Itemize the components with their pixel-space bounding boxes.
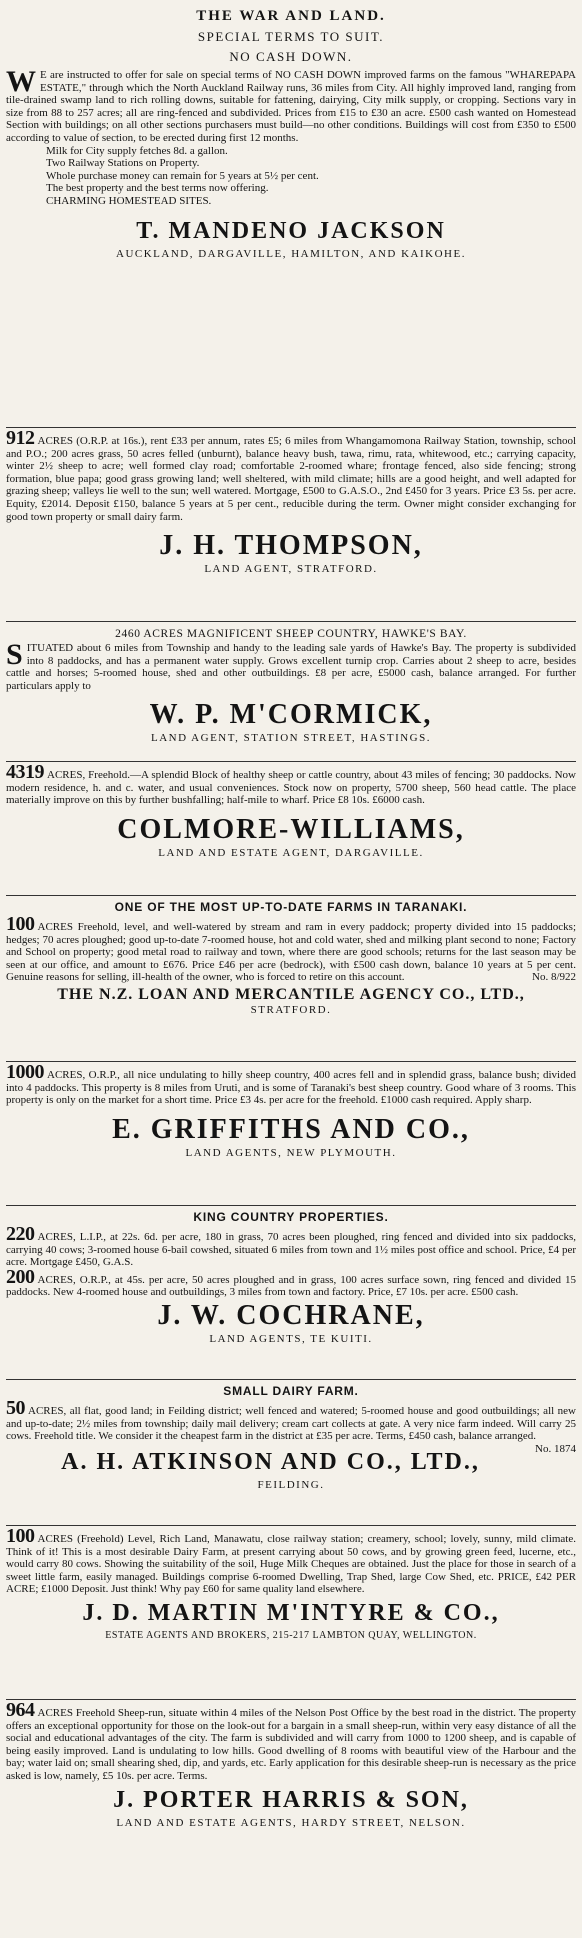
agent-location: LAND AND ESTATE AGENT, DARGAVILLE.	[158, 846, 424, 859]
agent-name: J. PORTER HARRIS & SON,	[113, 1786, 469, 1813]
ad-title: KING COUNTRY PROPERTIES.	[193, 1210, 389, 1224]
ad-body	[6, 761, 576, 807]
ad-small-dairy-farm	[6, 1380, 576, 1526]
ad-taranaki-farm	[6, 896, 576, 1062]
ad-title: SMALL DAIRY FARM.	[223, 1384, 359, 1398]
reference-number: No. 1874	[535, 1442, 576, 1455]
ad-1000-acres	[6, 1062, 576, 1206]
ad-king-country	[6, 1206, 576, 1380]
acreage-number: 912	[6, 427, 35, 449]
ad-subheader: SPECIAL TERMS TO SUIT.	[197, 29, 385, 44]
ad-nelson-sheep-run	[6, 1700, 576, 1879]
ad-body	[6, 1397, 576, 1455]
ad-body	[6, 638, 576, 692]
ad-body	[6, 913, 576, 984]
agent-location: AUCKLAND, DARGAVILLE, HAMILTON, AND KAIKOHE.	[116, 247, 466, 260]
ad-body	[6, 1525, 576, 1596]
ad-body-text: ACRES, O.R.P., at 45s. per acre, 50 acres ploughed and in grass, 100 acres surface sown, ring fenced and divided 15 paddocks. New 4-roomed house and outbuildings, 3 miles from town and factory. Price, £7 10s. per acre. £500 cash.	[6, 1273, 576, 1299]
ad-body-text: ACRES Freehold, level, and well-watered by stream and ram in every paddock; property divided into 15 paddocks; hedges; 70 acres ploughed; good up-to-date 7-roomed house, hot and cold water, shed and milking plant second to none; Factory and School on property; good metal road to railway and town, where there are good schools; returns for the last season may be seen at our office, and amount to £676. Price £46 per acre (bedrock), with £500 cash down, balance 10 years at 5 per cent. Genuine reasons for selling, ill-health of the owner, who is forced to retire on this account.	[6, 921, 576, 984]
agent-location: ESTATE AGENTS AND BROKERS, 215-217 LAMBTON QUAY, WELLINGTON.	[105, 1629, 477, 1641]
acreage-number: 200	[6, 1265, 35, 1288]
ad-header: THE WAR AND LAND.	[196, 8, 386, 24]
ad-title: 2460 ACRES MAGNIFICENT SHEEP COUNTRY, HAWKE'S BAY.	[115, 628, 467, 640]
ad-body-text: ACRES, Freehold.—A splendid Block of healthy sheep or cattle country, about 43 miles of fencing; 30 paddocks. Now modern residence, h. and c. water, and usual conveniences. Stock now on property, 5700 sheep, 560 head cattle. The place materially improve on this by further bushfalling; half-mile to wharf. Price £8 10s. £6000 cash.	[6, 769, 576, 807]
ad-body	[6, 1061, 576, 1107]
ad-line: Two Railway Stations on Property.	[46, 157, 200, 170]
ad-hawkes-bay	[6, 622, 576, 762]
ad-body	[6, 1223, 576, 1269]
agent-name: THE N.Z. LOAN AND MERCANTILE AGENCY CO., LTD.,	[57, 985, 525, 1003]
acreage-number: 100	[6, 1525, 35, 1547]
agent-location: LAND AGENTS, TE KUITI.	[209, 1332, 373, 1345]
ad-body	[6, 65, 576, 145]
agent-name: J. H. THOMPSON,	[159, 530, 423, 562]
ad-912-acres	[6, 428, 576, 622]
drop-cap: W	[6, 65, 36, 98]
agent-name: W. P. M'CORMICK,	[149, 699, 433, 731]
ad-body	[6, 1699, 576, 1783]
ad-line: CHARMING HOMESTEAD SITES.	[46, 194, 212, 207]
reference-number: No. 8/922	[532, 971, 576, 984]
ad-line: Whole purchase money can remain for 5 years at 5½ per cent.	[46, 169, 319, 182]
ad-body-text: ACRES, O.R.P., all nice undulating to hilly sheep country, 400 acres fell and in splendid grass, balance bush; divided into 4 paddocks. This property is 8 miles from Uruti, and is some of Taranaki's best sheep country. Good whare of 3 rooms. This property is only on the market for a short time. Price £3 4s. per acre for the freehold. £1000 cash required. Apply sharp.	[6, 1069, 576, 1107]
ad-body-text: ACRES (O.R.P. at 16s.), rent £33 per annum, rates £5; 6 miles from Whangamomona Railway Station, township, school and P.O.; 200 acres grass, 50 acres felled (unburnt), balance heavy bush, tawa, rimu, rata, whitewood, etc.; carrying capacity, winter 2½ sheep to acre; well formed clay road; comfortable 2-roomed whare; frontage fenced, also side fencing; strong formation, blue papa; good grass growing land; well sheltered, with mild climate; hills are a good height, and well adapted for grazing sheep; valleys lie well to the sun; well watered. Mortgage, £500 to G.A.S.O., 2nd £450 for 3 years. Price £3 5s. per acre. Equity, £2014. Deposit £150, balance 5 years at 5 per cent., reducible during the term. Owner might consider exchanging for good town property or small dairy farm.	[6, 435, 576, 523]
ad-body	[6, 427, 576, 523]
acreage-number: 1000	[6, 1061, 44, 1083]
ad-wharepapa-estate	[6, 2, 576, 428]
ad-title: ONE OF THE MOST UP-TO-DATE FARMS IN TARANAKI.	[114, 900, 468, 914]
agent-location: FEILDING.	[257, 1478, 325, 1491]
agent-name: J. D. MARTIN M'INTYRE & CO.,	[82, 1599, 500, 1626]
ad-body-text: ACRES Freehold Sheep-run, situate within 4 miles of the Nelson Post Office by the best road in the district. The property offers an exceptional opportunity for those on the look-out for a bargain in a small sheep-run, within very easy distance of all the social and educational advantages of the city. The farm is subdivided and will carry from 1000 to 1200 sheep, and is capable of being easily improved. Land is undulating to low hills. Good dwelling of 8 rooms with beautiful view of the Harbour and the bay; water laid on; small shearing shed, dip, and yards, etc. Early application for this desirable sheep-run is necessary as the price asked is low, namely, £5 10s. per acre. Terms.	[6, 1707, 576, 1782]
ad-body-text: ACRES (Freehold) Level, Rich Land, Manawatu, close railway station; creamery, school; lovely, sunny, mild climate. Think of it! This is a most desirable Dairy Farm, at present carrying about 50 cows, and by growing green feed, lucerne, etc., would carry 80 cows. Showing the suitability of the soil, Huge Milk Cheques are obtained. Just the place for those in search of a sweet little farm, easily managed. Buildings comprise 6-roomed Dwelling, Trap Shed, large Cow Shed, etc. PRICE, £42 PER ACRE; £1000 Deposit. Just think! Why pay £60 for same quality land elsewhere.	[6, 1533, 576, 1596]
ad-body-text: ACRES, all flat, good land; in Feilding district; well fenced and watered; 5-roomed house and good outbuildings; all new and up-to-date; 2½ miles from township; daily mail delivery; cream cart collects at gate. A very nice farm indeed. Will carry 25 cows. Freehold title. We consider it the cheapest farm in the district at £35 per acre. Terms, £450 cash, balance arranged.	[6, 1405, 576, 1443]
agent-location: LAND AND ESTATE AGENTS, HARDY STREET, NELSON.	[116, 1816, 466, 1829]
ad-manawatu-dairy	[6, 1526, 576, 1700]
acreage-number: 964	[6, 1699, 35, 1721]
agent-name: A. H. ATKINSON AND CO., LTD.,	[61, 1448, 480, 1475]
agent-location: LAND AGENT, STRATFORD.	[204, 563, 378, 576]
acreage-number: 100	[6, 913, 35, 935]
agent-name: T. MANDENO JACKSON	[136, 217, 446, 244]
agent-name: J. W. COCHRANE,	[157, 1299, 425, 1331]
agent-location: STRATFORD.	[250, 1003, 332, 1016]
acreage-number: 4319	[6, 761, 44, 783]
ad-subheader: NO CASH DOWN.	[229, 49, 353, 64]
ad-line: The best property and the best terms now offering.	[46, 182, 269, 195]
drop-cap: S	[6, 638, 23, 671]
agent-location: LAND AGENT, STATION STREET, HASTINGS.	[150, 732, 431, 745]
agent-name: COLMORE-WILLIAMS,	[117, 813, 465, 845]
ad-body	[6, 1265, 576, 1299]
ad-line: Milk for City supply fetches 8d. a gallon.	[46, 144, 228, 157]
ad-4319-acres	[6, 762, 576, 896]
acreage-number: 50	[6, 1397, 25, 1419]
ad-body-text: E are instructed to offer for sale on special terms of NO CASH DOWN improved farms on the famous "WHAREPAPA ESTATE," through which the North Auckland Railway runs, 36 miles from City. All highly improved land, ranging from tile-drained swamp land to rich rolling downs, suitable for fattening, dairying, City milk supply, or cropping. Sections vary in size from 88 to 257 acres; all are ring-fenced and subdivided. Prices from £15 to £30 an acre. £500 cash wanted on Homestead Section with buildings; on all other sections purchasers must build—no other conditions. Buildings will cost from £350 to £500 according to value of section, to be erected during first 12 months.	[6, 69, 576, 144]
agent-name: E. GRIFFITHS AND CO.,	[112, 1113, 470, 1145]
ad-body-text: ITUATED about 6 miles from Township and handy to the leading sale yards of Hawke's Bay. The property is subdivided into 8 paddocks, and has a permanent water supply. Grows excellent turnip crop. Carries about 2 sheep to acre, besides cattle and horses; 5-roomed house, shed and other outbuildings. £8 per acre, £5000 cash, balance arranged. For further particulars apply to	[6, 642, 576, 692]
acreage-number: 220	[6, 1223, 35, 1245]
agent-location: LAND AGENTS, NEW PLYMOUTH.	[185, 1146, 397, 1159]
ad-body-text: ACRES, L.I.P., at 22s. 6d. per acre, 180 in grass, 70 acres been ploughed, ring fenced and divided into six paddocks, carrying 40 cows; 3-roomed house 6-bail cowshed, situated 6 miles from town and 1½ miles post office and school. Price, £4 per acre. Mortgage £450, G.A.S.	[6, 1231, 576, 1269]
